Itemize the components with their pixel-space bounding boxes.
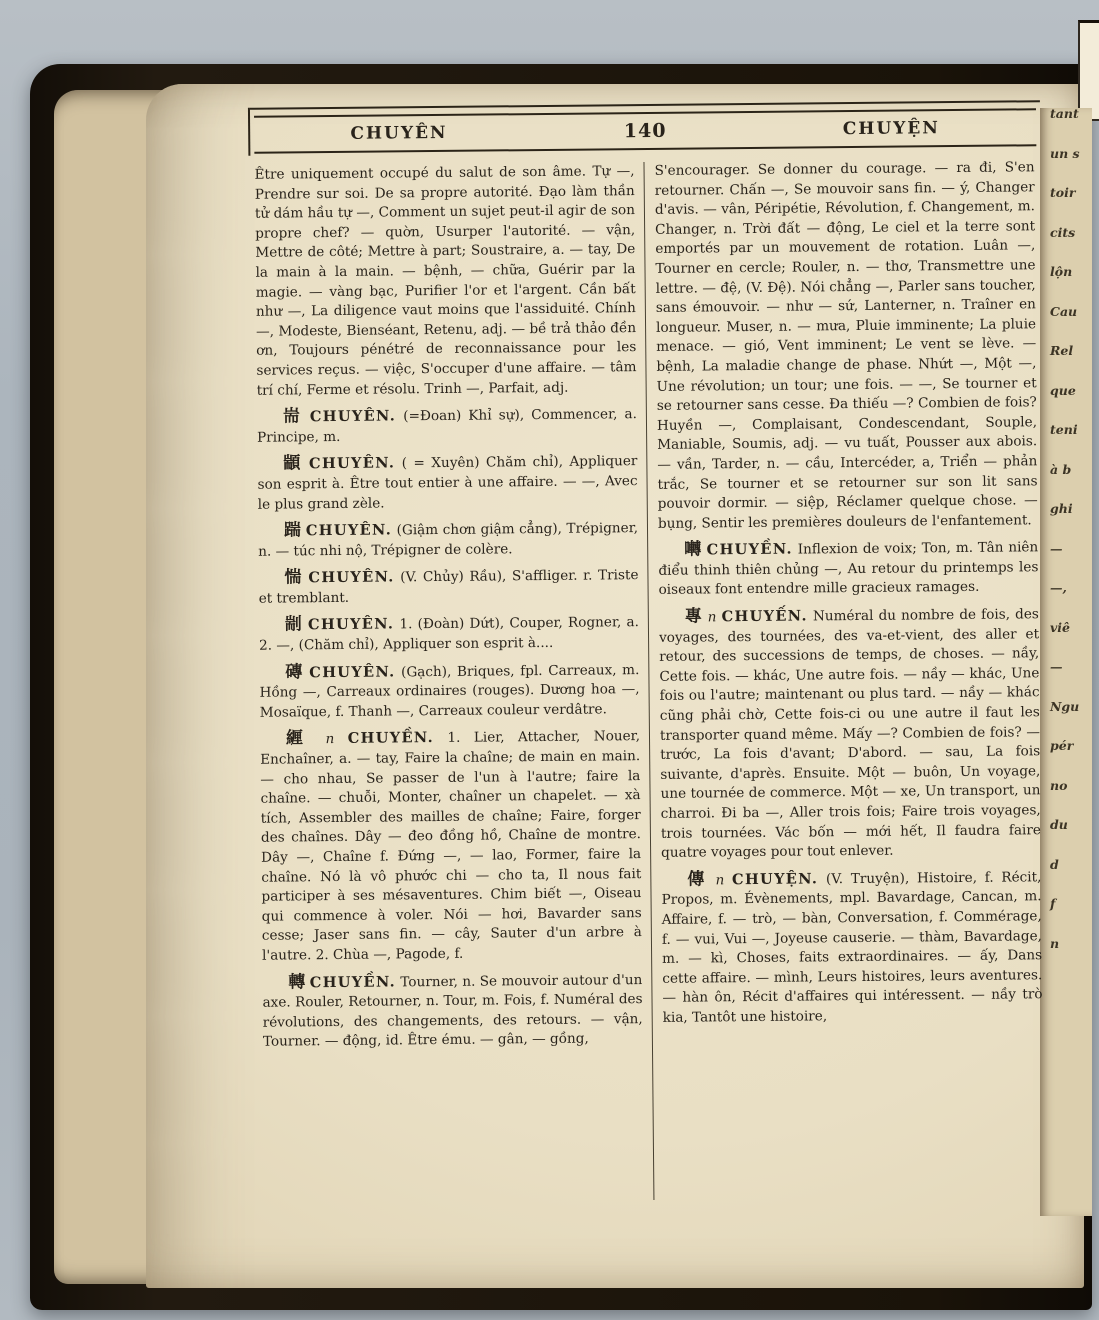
running-head	[254, 108, 1036, 154]
hanzi-character: 磚	[285, 661, 304, 683]
hanzi-character: 緾	[285, 728, 313, 749]
next-page-text-fragment: viê	[1050, 619, 1070, 635]
continuation-paragraph: Être uniquement occupé du salut de son âme. Tự —, Prendre sur soi. De sa propre autorité. Đạo làm thần tử dám hầu tự —, Comment un sujet peut-il agir de son propre chef? — quờn, Usurper l'autorité. — vận, Mettre de côté; Mettre à part; Soustraire, a. — tay, De la main à la main. — bệnh, — chữa, Guérir par la magie. — vàng bạc, Purifier l'or et l'argent. Cần bất như —, La diligence vaut moins que l'assiduité. Chính —, Modeste, Bienséant, Retenu, adj. — bề trả thảo đền ơn, Toujours pénétré de reconnaissance pour les services reçus. — việc, S'occuper d'une affaire. — tâm trí chí, Ferme et résolu. Trinh —, Parfait, adj.	[254, 163, 637, 399]
dictionary-entry: 緾 n CHUYỀN. 1. Lier, Attacher, Nouer, Enchaîner, a. — tay, Faire la chaîne; de main en main. — cho nhau, Se passer de l'un à l'autre; faire la chaîne. — chuỗi, Monter, chaîner un chapelet. — xà tích, Assembler des mailles de chaîne; Faire, forger des chaînes. Dây — đeo đồng hồ, Chaîne de montre. Dây —, Chaîne f. Đứng —, — lao, Former, faire la chaîne. Nó là vô phước chi — cho ta, Il nous fait participer à ses mésaventures. Chim biết —, Oiseau qui commence à voler. Nói — hơi, Bavarder sans cesse; Jaser sans fin. — cây, Sauter d'un arbre à l'autre. 2. Chùa —, Pagode, f.	[260, 728, 642, 964]
entry-headword: CHUYÊN.	[308, 568, 395, 587]
next-page-text-fragment: ghi	[1050, 501, 1073, 516]
page-content	[254, 108, 1046, 1203]
continuation-paragraph: S'encourager. Se donner du courage. — ra đi, S'en retourner. Chấn —, Se mouvoir sans fin. — ý, Changer d'avis. — vân, Péripétie, Révolution, f. Changement, m. Changer, n. Trời đất — động, Le ciel et la terre sont emportés par un mouvement de rotation. Luân —, Tourner en cercle; Rouler, n. — thơ, Transmettre une lettre. — đệ, (V. Đệ). Nói chẳng —, Parler sans toucher, sans émouvoir. — như — sứ, Lanterner, n. Traîner en longueur. Muser, n. — mưa, Pluie imminente; La pluie menace. — gió, Vent imminent; Le vent se lève. — bệnh, La maladie change de phase. Nhứt —, Một —, Une révolution; un tour; une fois. — —, Se tourner et se retourner sans cesse. Đa thiếu —? Combien de fois? Huyền —, Complaisant, Condescendant, Souple, Maniable, Soumis, adj. — vu tuất, Pousser aux abois. — vần, Tarder, n. — cầu, Intercéder, a, Triển — phản trắc, Se tourner et se retourner sur son lit sans pouvoir dormir. — siệp, Réclamer quelque chose. — bụng, Sentir les premières douleurs de l'enfantement.	[654, 159, 1038, 532]
dictionary-entry: 剬 CHUYÊN. 1. (Đoàn) Dứt), Couper, Rogner, a. 2. —, (Chăm chỉ), Appliquer son esprit à....	[259, 614, 639, 654]
dictionary-entry: 專 n CHUYẾN. Numéral du nombre de fois, des voyages, des tournées, des va-et-vient, des aller et retour, des successions de temps, de choses. — nầy, Cette fois. — khác, Une autre fois. — nầy — khác, Une fois ou l'autre; maintenant ou plus tard. — nầy — khác cũng phải chờ, Cette fois-ci ou une autre il faut les transporter quand même. Mấy —? Combien de fois? — trước, La fois d'avant; D'abord. — sau, La fois suivante, d'après. Ensuite. Một — buôn, Un voyage, une tournée de commerce. Một — xe, Un transport, un charroi. Đi ba —, Aller trois fois; Faire trois voyages, trois tournées. Vác bốn — mới hết, Il faudra faire quatre voyages pour tout enlever.	[658, 606, 1041, 862]
next-page-text-fragment: cits	[1050, 224, 1076, 240]
next-page-text-fragment: toir	[1050, 185, 1076, 200]
entry-headword: CHUYÊN.	[309, 663, 396, 681]
next-page-text-fragment: Rel	[1050, 343, 1074, 358]
entry-headword: CHUYÊN.	[309, 407, 397, 426]
left-column	[254, 162, 653, 1204]
dictionary-entry: 轉 CHUYỀN. Tourner, n. Se mouvoir autour d'un axe. Rouler, Retourner, n. Tour, m. Fois, f. Numéral des révolutions, des changements, des retours. — vận, Tourner. — động, id. Être ému. — gân, — gồng,	[262, 971, 643, 1051]
dictionary-entry: 踹 CHUYÊN. (Giậm chơn giậm cẳng), Trépigner, n. — túc nhi nộ, Trépigner de colère.	[258, 520, 639, 560]
hanzi-character: 惴	[284, 567, 303, 588]
entry-prefix: n	[707, 609, 717, 626]
next-page-text-fragment: à b	[1050, 461, 1072, 477]
text-columns	[254, 158, 1046, 1203]
entry-headword: CHUYÊN.	[305, 521, 393, 540]
entry-headword: CHUYỆN.	[731, 870, 819, 888]
next-page-text-fragment: —	[1050, 540, 1063, 556]
right-column	[643, 158, 1044, 1200]
hanzi-character: 剬	[284, 614, 303, 635]
next-page-text-fragment: f	[1050, 896, 1056, 911]
next-page-text-fragment: d	[1050, 856, 1059, 872]
next-page-text-fragment: tant	[1050, 108, 1079, 121]
entry-headword: CHUYỀN.	[706, 540, 793, 559]
entry-headword: CHUYỀN.	[309, 972, 397, 991]
entry-prefix: n	[325, 731, 335, 748]
next-page-text-fragment: du	[1050, 817, 1068, 832]
entry-headword: CHUYỀN.	[347, 729, 435, 748]
hanzi-character: 轉	[288, 971, 306, 993]
next-page-text-fragment: n	[1050, 935, 1060, 951]
hanzi-character: 踹	[283, 520, 302, 541]
dictionary-entry: 惴 CHUYÊN. (V. Chủy) Rầu), S'affliger. r. Triste et tremblant.	[258, 567, 639, 607]
page-number: 140	[623, 119, 667, 143]
hanzi-character: 專	[684, 606, 703, 627]
dictionary-entry: 顓 CHUYÊN. ( = Xuyên) Chăm chỉ), Appliquer son esprit à. Être tout entier à une affaire. — —, Avec le plus grand zèle.	[257, 453, 638, 513]
next-page-text-fragment: Cau	[1050, 303, 1078, 319]
next-page-text-fragment: teni	[1050, 422, 1078, 437]
hanzi-character: 顓	[283, 453, 303, 474]
entry-prefix: n	[715, 872, 725, 889]
next-page-text-fragment: un s	[1050, 145, 1080, 161]
dictionary-entry: 傳 n CHUYỆN. (V. Truyện), Histoire, f. Récit, Propos, m. Évènements, mpl. Bavardage, Cancan, m. Affaire, f. — trò, — bàn, Conversation, f. Commérage, f. — vui, Vui —, Joyeuse causerie. — thàm, Bavardage, m. — kì, Choses, faits extraordinaires. — ấy, Dans cette affaire. — mình, Leurs histoires, leurs aventures. — hàn ôn, Récit d'affaires qui intéressent. — nầy trò kia, Tantôt une histoire,	[661, 869, 1043, 1026]
dictionary-entry: 囀 CHUYỀN. Inflexion de voix; Ton, m. Tân niên điểu thinh thiên chủng —, Au retour du printemps les oiseaux font entendre mille gracieux ramages.	[658, 539, 1039, 599]
hanzi-character: 耑	[282, 406, 303, 427]
next-page-header-corner	[1078, 20, 1099, 121]
next-page-text-fragment: —,	[1050, 580, 1067, 595]
next-page-text-fragment: no	[1050, 777, 1068, 793]
next-page-text-fragment: pér	[1050, 738, 1074, 753]
next-page-text-fragment: —	[1050, 659, 1063, 674]
hanzi-character: 傳	[687, 869, 708, 890]
entry-headword: CHUYÊN.	[308, 454, 396, 473]
next-page-text-fragment: que	[1050, 382, 1076, 398]
hanzi-character: 囀	[684, 539, 702, 560]
entry-headword: CHUYÊN.	[307, 615, 395, 634]
next-page-text-fragment: Ngu	[1050, 698, 1080, 714]
next-page-text-fragment: lộn	[1050, 264, 1073, 279]
next-page-edge	[1040, 108, 1092, 1216]
dictionary-entry: 磚 CHUYÊN. (Gạch), Briques, fpl. Carreaux, m. Hồng —, Carreaux ordinaires (rouges). Dương hoa —, Mosaïque, f. Thanh —, Carreaux couleur verdâtre.	[259, 661, 640, 721]
dictionary-entry: 耑 CHUYÊN. (=Đoan) Khỉ sự), Commencer, a. Principe, m.	[257, 406, 637, 446]
running-head-right-word: CHUYỆN	[842, 118, 940, 140]
entry-headword: CHUYẾN.	[721, 607, 808, 626]
running-head-left-word: CHUYÊN	[350, 122, 448, 144]
